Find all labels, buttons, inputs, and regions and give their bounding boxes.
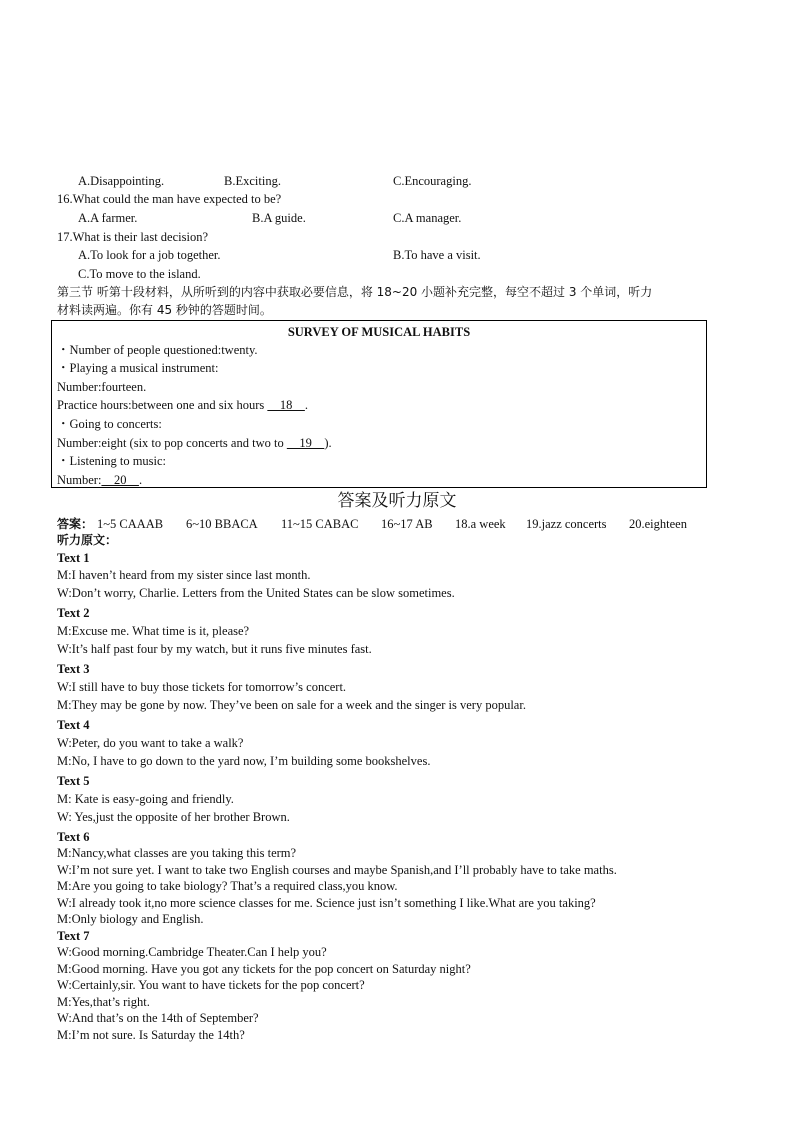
transcript-line: W:I already took it,no more science classes for me. Science just isn’t something I like.What are you taking? [57, 896, 596, 910]
transcript-line: M:Good morning. Have you got any tickets for the pop concert on Saturday night? [57, 962, 471, 976]
answers-heading: 答案及听力原文 [337, 491, 457, 511]
q17-stem: 17.What is their last decision? [57, 230, 209, 244]
survey-number3-text: Number: [57, 473, 102, 487]
survey-number3 [57, 473, 142, 488]
q16-stem: 16.What could the man have expected to be? [57, 192, 282, 206]
transcript-line: M:Are you going to take biology? That’s a required class,you know. [57, 879, 398, 893]
survey-number1: Number:fourteen. [57, 380, 147, 394]
q17-option-b: B.To have a visit. [393, 248, 481, 262]
survey-number2 [57, 436, 332, 451]
transcript-line: M: Kate is easy-going and friendly. [57, 792, 234, 806]
transcript-line: W:Good morning.Cambridge Theater.Can I help you? [57, 945, 327, 959]
q15-option-a: A.Disappointing. [78, 174, 165, 188]
survey-practice [57, 398, 308, 413]
text-4-title: Text 4 [57, 718, 90, 732]
q15-option-b: B.Exciting. [224, 174, 281, 188]
transcript-line: M:I haven’t heard from my sister since last month. [57, 568, 311, 582]
section3-instruction-line2: 材料读两遍。你有 45 秒钟的答题时间。 [57, 303, 272, 317]
transcript-line: W:Don’t worry, Charlie. Letters from the United States can be slow sometimes. [57, 586, 455, 600]
survey-practice-text: Practice hours:between one and six hours [57, 398, 268, 412]
q17-option-a: A.To look for a job together. [78, 248, 221, 262]
text-2-title: Text 2 [57, 606, 90, 620]
q16-option-b: B.A guide. [252, 211, 306, 225]
survey-practice-end: . [304, 398, 308, 412]
q16-option-c: C.A manager. [393, 211, 462, 225]
transcript-label: 听力原文： [57, 533, 118, 547]
transcript-line: W:I still have to buy those tickets for tomorrow’s concert. [57, 680, 347, 694]
transcript-line: W: Yes,just the opposite of her brother Brown. [57, 810, 290, 824]
survey-title: SURVEY OF MUSICAL HABITS [287, 325, 471, 339]
transcript-line: W:Certainly,sir. You want to have tickets for the pop concert? [57, 978, 365, 992]
survey-number3-end: . [138, 473, 143, 487]
transcript-line: M:No, I have to go down to the yard now, I’m building some bookshelves. [57, 754, 431, 768]
q16-option-a: A.A farmer. [78, 211, 138, 225]
text-6-title: Text 6 [57, 830, 90, 844]
answer-18: 18.a week [455, 517, 506, 531]
answer-key-label: 答案： [57, 517, 94, 531]
answer-6-10: 6~10 BBACA [186, 517, 258, 531]
blank-19: 19 [286, 436, 325, 450]
survey-people: ・Number of people questioned:twenty. [57, 343, 258, 357]
transcript-line: M:Yes,that’s right. [57, 995, 150, 1009]
transcript-line: M:Only biology and English. [57, 912, 204, 926]
transcript-line: M:I’m not sure. Is Saturday the 14th? [57, 1028, 245, 1042]
blank-20: 20 [101, 473, 139, 487]
q17-option-c: C.To move to the island. [78, 267, 201, 281]
answer-1-5: 1~5 CAAAB [97, 517, 164, 531]
transcript-line: M:Excuse me. What time is it, please? [57, 624, 250, 638]
transcript-line: W:It’s half past four by my watch, but it runs five minutes fast. [57, 642, 372, 656]
survey-listening: ・Listening to music: [57, 454, 167, 468]
survey-instrument: ・Playing a musical instrument: [57, 361, 219, 375]
text-7-title: Text 7 [57, 929, 90, 943]
blank-18: 18 [267, 398, 305, 412]
answer-11-15: 11~15 CABAC [281, 517, 359, 531]
transcript-line: W:I’m not sure yet. I want to take two English courses and maybe Spanish,and I’ll probably have to take maths. [57, 863, 617, 877]
transcript-line: W:And that’s on the 14th of September? [57, 1011, 259, 1025]
transcript-line: M:They may be gone by now. They’ve been on sale for a week and the singer is very popular. [57, 698, 526, 712]
text-5-title: Text 5 [57, 774, 90, 788]
survey-concerts: ・Going to concerts: [57, 417, 162, 431]
q15-option-c: C.Encouraging. [393, 174, 472, 188]
transcript-line: M:Nancy,what classes are you taking this term? [57, 846, 297, 860]
section3-instruction-line1: 第三节 听第十段材料，从所听到的内容中获取必要信息，将 18~20 小题补充完整，每空不超过 3 个单词，听力 [57, 285, 653, 299]
answer-16-17: 16~17 AB [381, 517, 433, 531]
text-1-title: Text 1 [57, 551, 90, 565]
transcript-line: W:Peter, do you want to take a walk? [57, 736, 244, 750]
answer-20: 20.eighteen [629, 517, 687, 531]
survey-number2-end: ). [324, 436, 332, 450]
text-3-title: Text 3 [57, 662, 90, 676]
survey-number2-text: Number:eight (six to pop concerts and two to [57, 436, 287, 450]
answer-19: 19.jazz concerts [526, 517, 607, 531]
